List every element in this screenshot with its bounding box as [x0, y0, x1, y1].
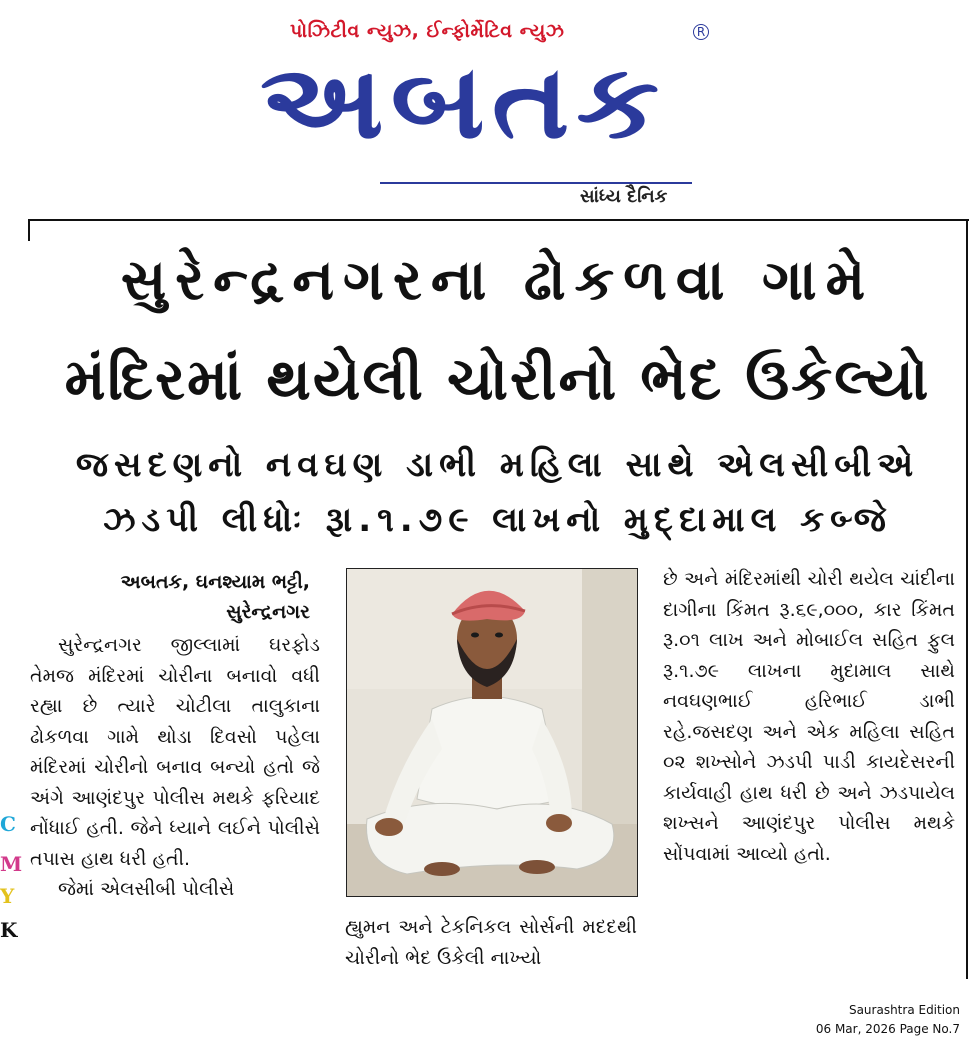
registered-mark: R: [693, 24, 709, 40]
cmyk-mark-m: M: [0, 852, 23, 876]
article-top-rule: [28, 219, 969, 221]
article-column-3: [663, 564, 955, 869]
subheadline-line-2: ઝડપી લીધોઃ રૂા.૧.૭૯ લાખનો મુદ્દામાલ કબ્જે: [103, 500, 892, 540]
masthead-subtitle: સાંધ્ય દૈનિક: [580, 186, 668, 207]
article-paragraph-1: સુરેન્દ્રનગર જીલ્લામાં ઘરફોડ તેમજ મંદિરમાં ચોરીના બનાવો વધી રહ્યા છે ત્યારે ચોટીલા તાલુકાના ઢોકળવા ગામે થોડા દિવસો પહેલા મંદિરમાં ચોરીનો બનાવ બન્યો હતો જે અંગે આણંદપુર પોલીસ મથકે ફરિયાદ નોંધાઈ હતી. જેને ધ્યાને લઈને પોલીસે તપાસ હાથ ધરી હતી.: [30, 634, 320, 870]
article-paragraph-2: જેમાં એલસીબી પોલીસે: [58, 878, 235, 900]
accused-man-photo: [347, 569, 637, 896]
masthead-rule: [380, 182, 692, 184]
edition-label: Saurashtra Edition: [848, 1003, 960, 1017]
article-column-2: [345, 912, 637, 973]
subheadline-line-1: જસદણનો નવઘણ ડાભી મહિલા સાથે એલસીબીએ: [75, 445, 920, 485]
newspaper-logo: અબતક: [260, 43, 667, 162]
article-photo: [346, 568, 638, 897]
article-right-rule: [966, 219, 968, 979]
article-column-3-text: છે અને મંદિરમાંથી ચોરી થયેલ ચાંદીના દાગીના કિંમત રૂ.૬૯,૦૦૦, કાર કિંમત રૂ.૦૧ લાખ અને મોબાઈલ સહિત ફુલ રૂ.૧.૭૯ લાખના મુદામાલ સાથે નવઘણભાઈ હરિભાઈ ડાભી રહે.જસદણ અને એક મહિલા સહિત ૦૨ શખ્સોને ઝડપી પાડી કાયદેસરની કાર્યવાહી હાથ ધરી છે અને ઝડપાયેલ શખ્સને આણંદપુર પોલીસ મથકે સોંપવામાં આવ્યો હતો.: [663, 568, 955, 865]
byline-author: અબતક, ઘનશ્યામ ભટ્ટી,: [120, 571, 310, 593]
cmyk-mark-k: K: [0, 918, 18, 942]
cmyk-mark-y: Y: [0, 884, 15, 908]
byline: [40, 567, 310, 627]
headline-line-2: મંદિરમાં થયેલી ચોરીનો ભેદ ઉકેલ્યો: [64, 345, 931, 413]
masthead-tagline: પોઝિટીવ ન્યુઝ, ઈન્ફોર્મેટિવ ન્યુઝ: [290, 20, 565, 42]
byline-location: સુરેન્દ્રનગર: [226, 601, 310, 623]
date-page-label: 06 Mar, 2026 Page No.7: [815, 1022, 960, 1036]
article-left-rule: [28, 219, 30, 241]
cmyk-mark-c: C: [0, 812, 16, 836]
masthead: [260, 14, 710, 207]
headline-line-1: સુરેન્દ્રનગરના ઢોકળવા ગામે: [120, 248, 875, 313]
article-column-2-text: હ્યુમન અને ટેકનિકલ સોર્સની મદદથી ચોરીનો ભેદ ઉકેલી નાખ્યો: [345, 916, 637, 969]
article-column-1: [30, 630, 320, 905]
